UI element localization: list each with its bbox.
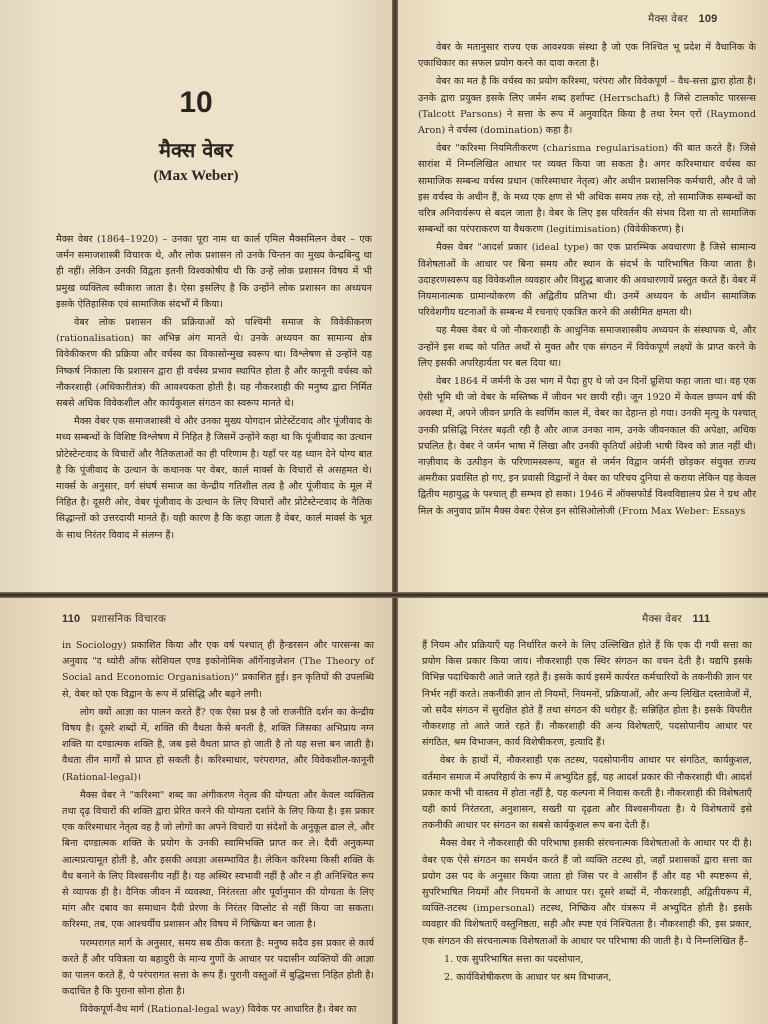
running-head <box>62 612 166 626</box>
page-number: 110 <box>62 613 81 625</box>
paragraph: मैक्स वेबर एक समाजशास्त्री थे और उनका मुख्य योगदान प्रोटेस्टेंटवाद और पूंजीवाद के मध्य सम्बन्धों के विशिष्ट विश्लेषण में निहित है जिसमें उन्होंने कहा था कि पूंजीवाद का उत्थान प्रोटेस्टेन्टवाद के विचारों और नैतिकताओं का ही परिणाम है। यहाँ पर यह ध्यान देने योग्य बात है कि पूंजीवाद के उत्थान के कथानक पर वेबर, कार्ल मार्क्स के विचारों से असहमत थे। मार्क्स के अनुसार, वर्ग संघर्ष समाज का केन्द्रीय गतिशील तत्व है और पूंजीवाद के मूल में निहित है। दूसरी ओर, वेबर पूंजीवाद के उत्थान के लिए विचारों और प्रोटेस्टेन्टवाद के नैतिक सिद्धान्तों को उत्तरदायी मानते हैं। यही कारण है कि कहा जाता है वेबर, कार्ल मार्क्स के भूत के साथ निरंतर विवाद में संलग्न हैं। <box>56 416 372 541</box>
paragraph: यह मैक्स वेबर थे जो नौकरशाही के आधुनिक समाजशास्त्रीय अध्ययन के संस्थापक थे, और उन्होंने इस शब्द को पतित अर्थों से मुक्त और एक संगठन में विवेकपूर्ण लक्ष्यों के प्राप्त करने के लिए इसकी अपरिहार्यता पर बल दिया था। <box>418 325 756 369</box>
page-divider <box>0 592 768 598</box>
page-body <box>56 232 372 546</box>
paragraph: वेबर 1864 में जर्मनी के उस भाग में पैदा हुए थे जो उन दिनों प्रूशिया कहा जाता था। वह एक ऐसी भूमि थी जो वेबर के मस्तिष्क में जीवन भर छायी रही। जून 1920 में केवल छप्पन वर्ष की अवस्था में, अपने जीवन प्रगति के स्वर्णिम काल में, वेबर का देहान्त हो गया। उनकी मृत्यु के पश्चात् उनकी प्रसिद्धि निरंतर बढ़ती रही है और आज उनका नाम, उनके जीवनकाल की अपेक्षा, अधिक प्रचलित है। वेबर ने जर्मन भाषा में लिखा और उनकी कृतियाँ अंग्रेजी भाषी विश्व को ज्ञात नहीं थी। नाज़ीवाद के उत्पीड़न के परिणामस्वरूप, बहुत से जर्मन विद्वान जर्मनी छोड़कर संयुक्त राज्य अमरीका प्रवासित हो गए, इन प्रवासी विद्वानों ने वेबर का परिचय दुनिया से कराया लेकिन यह केवल द्वितीय महायुद्ध के पश्चात् ही सम्भव हो सका। 1946 में ऑक्सफोर्ड विश्वविद्यालय प्रेस ने ग्रथ और मिल के अनुवाद फ्रॉम मैक्स वेबरः ऐसेज इन सोसिओलोजी (From Max Weber: Essays <box>418 376 756 517</box>
running-title: मैक्स वेबर <box>648 13 688 25</box>
page-body <box>62 638 374 1021</box>
chapter-number: 10 <box>179 86 213 119</box>
paragraph: in Sociology) प्रकाशित किया और एक वर्ष पश्चात् ही हैन्डरसन और पारसन्स का अनुवाद "द थ्योरी ऑफ सोशियल एण्ड इकोनोमिक ऑर्गेनाइजेशन (The Theory of Social and Economic Organisation)" प्रकाशित हुई। इन कृतियों की उपलब्धि से, वेबर को एक विद्वान के रूप में प्रसिद्धि और बढ़ने लगी। <box>62 640 374 700</box>
paragraph: वेबर लोक प्रशासन की प्रक्रियाओं को पश्चिमी समाज के विवेकीकरण (rationalisation) का अभिन्न अंग मानते थे। उनके अध्ययन का सामान्य क्षेत्र विवेकीकरण की प्रक्रिया और वर्चस्व का विकासोन्मुख स्वरूप था। विश्लेषण से उन्होंने यह निष्कर्ष निकाला कि प्रशासन द्वारा ही वर्चस्व प्रभाव स्थापित होता है और कानूनी वर्चस्व को नौकरशाही (अधिकारीतंत्र) की आवश्यकता होती है। यह नौकरशाही की मनुष्य द्वारा निर्मित सबसे अधिक विवेकशील और कार्यकुशल संगठन का स्वरूप मानते थे। <box>56 317 372 410</box>
paragraph: परम्परागत मार्ग के अनुसार, समय सब ठीक करता है: मनुष्य सदैव इस प्रकार से कार्य करते हैं और पवित्रता या बहादुरी के मान्य गुणों के आधार पर पदासीन व्यक्तियों की आज्ञा का पालन करते हैं, ये परंपरागत सत्ता के रूप हैं। पुरानी वस्तुओं में बुद्धिमत्ता निहित होती है। कदाचित है कि पुराना सोना होता है। <box>62 937 374 998</box>
paragraph: वेबर "करिश्मा नियमितीकरण (charisma regularisation) की बात करते हैं। जिसे सारांश में निम्नलिखित आधार पर व्यक्त किया जा सकता है। अगर करिश्माधार वर्चस्व का सामाजिक सम्बन्ध वर्चस्व प्रधान (करिश्माधार नेतृत्व) और अधीन प्रशासनिक कर्मचारी, और वे जो इस वर्चस्व के अधीन हैं, के मध्य एक क्षण से भी अधिक समय तक रहे, तो सामाजिक सम्बन्धों का चरित्र अनिवार्यरूप से बदल जाता है। वेबर के लिए इस परिवर्तन की संभव दिशा या तो सामाजिक सम्बन्धों का परंपराकरण या वैधकरण (legitimisation) (विवेकीकरण) है। <box>418 143 756 236</box>
paragraph: लोग क्यों आज्ञा का पालन करते हैं? एक ऐसा प्रश्न है जो राजनीति दर्शन का केन्द्रीय विषय है। दूसरे शब्दों में, शक्ति की वैधता कैसे बनती है, शक्ति जिसका अभिप्राय नग्न शक्ति या दण्डात्मक शक्ति है, जब इसे वैधता प्राप्त हो जाती है तो यह सत्ता बन जाती है। वैधता तीन मार्गों से प्राप्त हो सकती है। करिश्माधार, परंपरागत, और विवेकशील-कानूनी (Rational-legal)। <box>62 706 374 783</box>
page-chapter-opener <box>0 0 392 592</box>
list-item: 2. कार्यविशेषीकरण के आधार पर श्रम विभाजन, <box>444 972 612 984</box>
paragraph: वेबर का मत है कि वर्चस्व का प्रयोग करिश्मा, परंपरा और विवेकपूर्ण – वैध-सत्ता द्वारा होता है। उनके द्वारा प्रयुक्त इसके लिए जर्मन शब्द हर्शाफ्ट (Herrschaft) है जिसे टालकोट पारसन्स (Talcott Parsons) ने सत्ता के रूप में अनुवादित किया है तथा रेमन एरों (Raymond Aron) ने वर्चस्व (domination) कहा है। <box>418 76 756 137</box>
page-body <box>418 40 756 522</box>
running-head <box>642 612 710 626</box>
paragraph: विवेकपूर्ण-वैध मार्ग (Rational-legal way) विवेक पर आधारित है। वेबर का <box>80 1004 357 1016</box>
chapter-subtitle: (Max Weber) <box>153 168 239 184</box>
chapter-title: मैक्स वेबर <box>159 138 233 162</box>
running-head <box>648 12 717 26</box>
paragraph: हैं नियम और प्रक्रियाएँ यह निर्धारित करने के लिए उल्लिखित होते हैं कि एक दी गयी सत्ता का प्रयोग किस प्रकार किया जाय। नौकरशाही एक स्थिर संगठन का वचन देती है। यद्यपि इसके विभिन्न पदाधिकारी आते जाते रहते हैं। इसके कार्य इसमें कार्यरत कर्मचारियों के तकनीकी ज्ञान पर निर्भर नहीं करते। तकनीकी ज्ञान तो नियमों, नियमनों, प्रक्रियाओं, और अन्य लिखित दस्तावेजों में, जो सदैव संगठन में सुरक्षित होते हैं तथा संगठन की धरोहर हैं; सन्निहित होता है। इसके विपरीत नौकरशाह तो आते जाते रहते हैं। नौकरशाही की अन्य विशेषताएँ, पदसोपानीय आधार पर संगठित, श्रम विभाजन, कार्य विशेषीकरण, इत्यादि हैं। <box>422 640 752 749</box>
running-title: प्रशासनिक विचारक <box>90 613 167 625</box>
page-number: 109 <box>698 13 718 25</box>
paragraph: वेबर के मतानुसार राज्य एक आवश्यक संस्था है जो एक निश्चित भू प्रदेश में वैधानिक के एकाधिकार का सफल प्रयोग करने का दावा करता है। <box>418 42 756 70</box>
book-gutter <box>392 0 398 1024</box>
page-109 <box>398 0 768 592</box>
page-110 <box>0 598 392 1024</box>
paragraph: मैक्स वेबर "आदर्श प्रकार (ideal type) का एक प्रारम्भिक अवधारणा है जिसे सामान्य विशेषताओं के आधार पर बिना समय और स्थान के संदर्भ के पारिभाषित किया जाता है। उदाहरणस्वरूप वह विवेकशील व्यवहार और विशुद्ध बाजार की अवधारणायें प्रस्तुत करते हैं। वेबर में नियमानात्मक ग्रामान्योकरण की अद्वितीय प्रतिभा थी। उनमें अध्ययन के अधीन सामाजिक परिवेशगीय घटनाओं के सम्बन्ध में रचनाएं एकत्रित करने की असीमित क्षमता थी। <box>418 242 756 319</box>
page-number: 111 <box>692 613 711 625</box>
page-111 <box>398 598 768 1024</box>
running-title: मैक्स वेबर <box>642 613 682 625</box>
paragraph: मैक्स वेबर (1864–1920) – उनका पूरा नाम था कार्ल एमिल मैक्समिलन वेबर – एक जर्मन समाजशास्त्री विचारक थे, और लोक प्रशासन तो उनके चिन्तन का मुख्य केन्द्रबिन्दु था ही नहीं। लेकिन उनकी विद्वता इतनी विश्वकोषीय थी कि उन्हें लोक प्रशासन विषय में भी प्रमुख व्यक्तित्व स्वीकारा जाता है। ऐसा इसलिए है कि उन्होंने लोक प्रशासन का अध्ययन इसके ऐतिहासिक एवं सामाजिक संदर्भों में किया। <box>56 234 372 310</box>
paragraph: मैक्स वेबर ने "करिश्मा" शब्द का अंगीकरण नेतृत्व की योग्यता और केवल व्यक्तित्व तथा दृढ़ विचारों की शक्ति द्वारा प्रेरित करने की योग्यता दर्शाने के लिए किया है। इस प्रकार एक करिश्माधार नेतृत्व वह है जो लोगों का अपने विचारों या संदेशों के अनुकूल ढाल ले, और बिना दण्डात्मक शक्ति के प्रयोग के उनकी स्वामिभक्ति प्राप्त कर ले। दैवी अनुकम्पा आत्मप्रत्यामूत होती है, और इसकी अवज्ञा असम्भावित है। लेकिन करिश्मा किसी शक्ति के वैध बनाने के लिए विश्वसनीय नहीं है। यह अस्थिर स्वभावी नहीं है और न ही अनिश्चित रूप से व्यापक ही है। दैनिक जीवन में व्यवस्था, निरंतरता और पूर्वानुमान की योग्यता के लिए मांग और दबाव का समाधान दैवी प्रेरणा के निरंतर विप्लोट से नहीं किया जा सकता। करिश्मा, तब, एक आश्चर्यीय प्रशासन और विषय में निष्क्रिया बन जाता है। <box>62 789 374 931</box>
paragraph: मैक्स वेबर ने नौकरशाही की परिभाषा इसकी संरचनात्मक विशेषताओं के आधार पर दी है। वेबर एक ऐसे संगठन का समर्थन करते हैं जो व्यक्ति तटस्थ हो, जहाँ प्रशासकों द्वारा सत्ता का प्रयोग उस पद के अनुसार किया जाता हो जिस पर वे आसीन हैं और वह भी स्पष्टरूप से, सुपरिभाषित नियमों और नियमनों के आधार पर। दूसरे शब्दों में, नौकरशाही, अद्वितीयरूप में, व्यक्ति-तटस्थ (impersonal) तटस्थ, निष्क्रिय और यंत्ररूप में अभ्युदित होती है। इसके व्यवहार की विशेषताएँ वस्तुनिष्ठता, सही और स्पष्ट एवं निश्चितता है। नौकरशाही की, इस प्रकार, एक संगठन की संरचनात्मक विशेषताओं के आधार पर परिभाषा की जाती है। ये निम्नलिखित हैं– <box>422 838 752 947</box>
paragraph: वेबर के हाथों में, नौकरशाही एक तटस्थ, पदसोपानीय आधार पर संगठित, कार्यकुशल, वर्तमान समाज में अपरिहार्य के रूप में अभ्युदित हुई, यह आदर्श प्रकार की नौकरशाही थी। आदर्श प्रकार कभी भी वास्तव में होता नहीं है, यह कल्पना में निवास करती है। नौकरशाही की विशेषताएँ यही कार्य निरंतरता, अनुशासन, सख्ती या दृढ़ता और विश्वसनीयता है। ये विशेषतायें इसे तकनीकी आधार पर संगठन का सबसे कार्यकुशल रूप बना देती हैं। <box>422 755 752 832</box>
page-body <box>422 638 752 988</box>
list-item: 1. एक सुपरिभाषित सत्ता का पदसोपान, <box>444 953 584 965</box>
